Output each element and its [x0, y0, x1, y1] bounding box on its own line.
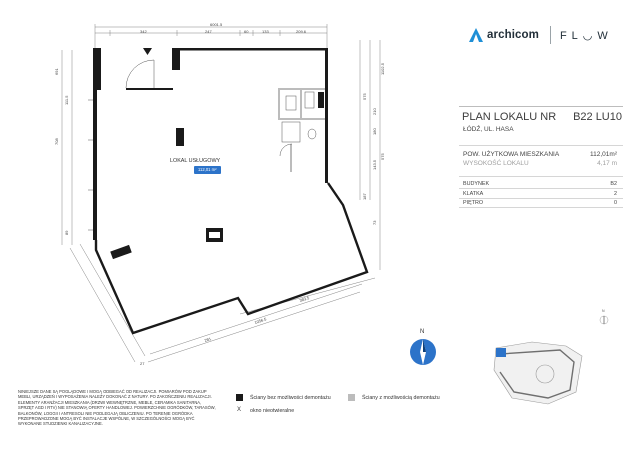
rows-divider — [459, 176, 623, 177]
details-divider — [459, 145, 623, 146]
detail-row — [463, 191, 617, 197]
dim-left-4: 89 — [64, 230, 69, 235]
height-label: WYSOKOŚĆ LOKALU — [463, 160, 529, 167]
row-divider — [459, 198, 623, 199]
compass-icon — [410, 339, 436, 365]
dim-right-2: 575 — [362, 93, 367, 100]
detail-label: BUDYNEK — [463, 181, 490, 187]
dim-bottom-1: 383.5 — [298, 295, 310, 303]
legend-label-demountable: Ściany z możliwością demontażu — [362, 395, 440, 401]
row-divider — [459, 207, 623, 208]
dimension-lines — [62, 24, 380, 362]
detail-value: 2 — [614, 191, 617, 197]
area-value: 112,01m² — [590, 151, 617, 158]
brand-header — [468, 24, 613, 46]
brand-name: archicom — [487, 29, 539, 41]
dim-top-4: 133 — [262, 29, 269, 34]
archicom-logo-icon — [468, 27, 484, 43]
dim-right-1: 1102.5 — [380, 63, 385, 75]
site-key-map — [494, 309, 608, 404]
disclaimer-text: NINIEJSZE DANE SĄ POGLĄDOWE I MOGĄ ODBIEGAĆ OD REALIZACJI. POMIARÓW POD ZAKUP MEBLI, URZĄDZEŃ I WYPOSAŻENIA NALEŻY DOKONAĆ Z NATURY. PO ZAKOŃCZENIU REALIZACJI. ELEMENTY ARANŻACJI MIESZKANIA (DRZWI WEWNĘTRZNE, MEBLE, CERAMIKA SANITARNA, SPRZĘT AGD I RTV) NIE STANOWIĄ OFERTY HANDLOWEJ. POWIERZCHNIE OGRÓDKÓW, TARASÓW, BALKONÓW, LOGGII I ANTRESOLI NIE PODLEGAJĄ OBLICZENIU. PO TERENIE OGRÓDKA PRZEPROWADZONE MOGĄ BYĆ INSTALACJE WSPÓLNE, W SZCZEGÓLNOŚCI MOGĄ BYĆ WYKONANE STUDZIENKI KANALIZACYJNE. — [18, 389, 216, 427]
height-row — [463, 160, 617, 167]
dim-right-5: 143.5 — [372, 159, 377, 170]
compass-label: N — [420, 329, 425, 335]
window-symbol-icon: X — [237, 407, 242, 413]
title-divider-top — [459, 106, 623, 107]
column-opening — [209, 232, 220, 238]
unit-outline — [96, 183, 367, 333]
legend-swatch-fixed — [236, 394, 243, 401]
dim-left-3: 708 — [54, 138, 59, 145]
unit-number: B22 LU10 — [573, 111, 622, 123]
dim-top-2: 247 — [205, 29, 212, 34]
detail-label: KLATKA — [463, 191, 484, 197]
shaft — [318, 92, 324, 108]
address: ŁÓDŹ, UL. HASA — [463, 126, 514, 133]
entrance-door — [126, 60, 154, 88]
dim-right-8: 73 — [372, 220, 377, 225]
dim-top-1: 342 — [140, 29, 147, 34]
entrance-arrow-icon — [143, 48, 152, 55]
detail-row — [463, 181, 617, 187]
key-map-north: N — [602, 309, 605, 313]
detail-value: 0 — [614, 200, 617, 206]
dim-left-1: 691 — [54, 68, 59, 75]
dim-right-4: 180 — [372, 128, 377, 135]
area-row — [463, 151, 617, 158]
dim-top-5: 209.6 — [296, 29, 307, 34]
dim-top-3: 60 — [244, 29, 249, 34]
plan-title: PLAN LOKALU NR — [462, 111, 557, 123]
dim-right-3: 210 — [372, 108, 377, 115]
brand-divider — [550, 26, 551, 44]
dim-top-total: 6001.5 — [210, 22, 223, 27]
key-map-unit-highlight — [496, 348, 506, 357]
window-markers — [88, 100, 93, 230]
load-bearing-walls — [93, 48, 328, 259]
legend-label-fixed: Ściany bez możliwości demontażu — [250, 395, 331, 401]
area-label: POW. UŻYTKOWA MIESZKANIA — [463, 151, 560, 158]
detail-value: B2 — [610, 181, 617, 187]
dim-right-6: 575 — [380, 153, 385, 160]
dim-bottom-3: 281 — [203, 336, 212, 343]
bathroom-fixtures — [280, 92, 316, 156]
bathroom-walls — [278, 88, 325, 172]
detail-label: PIĘTRO — [463, 200, 484, 206]
row-divider — [459, 188, 623, 189]
legend-label-window: okno nieotwieralne — [250, 408, 295, 414]
dim-bottom-2: 1056.5 — [253, 316, 267, 325]
title-row — [462, 111, 622, 123]
detail-row — [463, 200, 617, 206]
dim-bottom-4: 27 — [140, 361, 145, 366]
partner-logo: FL◡W — [559, 29, 613, 42]
dim-left-2: 111.5 — [64, 95, 69, 105]
room-name: LOKAL USŁUGOWY — [170, 158, 221, 164]
room-area-badge: 112,01 m² — [194, 166, 221, 174]
height-value: 4,17 m — [597, 160, 617, 167]
dim-right-7: 187 — [362, 193, 367, 200]
legend-swatch-demountable — [348, 394, 355, 401]
